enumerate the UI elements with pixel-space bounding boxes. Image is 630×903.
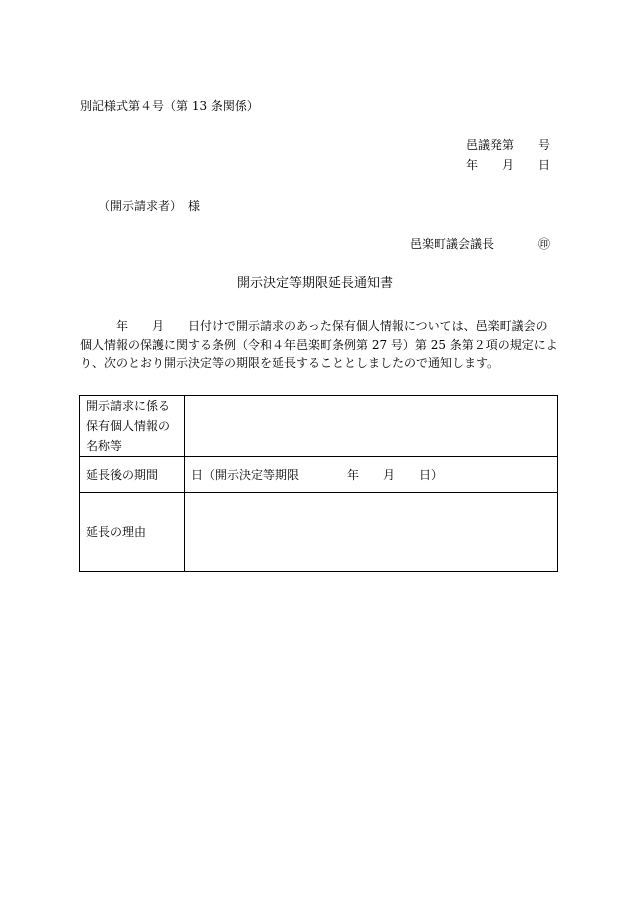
label-info-name: 開示請求に係る保有個人情報の名称等 — [80, 396, 185, 457]
value-extension-reason — [185, 493, 558, 572]
document-date: 年 月 日 — [465, 158, 550, 172]
body-line: 個人情報の保護に関する条例（令和４年邑楽町条例第 27 号）第 25 条第２項の規定によ — [80, 337, 558, 352]
issuer-name: 邑楽町議会議長 — [409, 237, 494, 251]
body-text — [80, 317, 558, 373]
table-row — [80, 457, 558, 493]
table-row — [80, 396, 558, 457]
table-row — [80, 493, 558, 572]
document-number: 邑議発第 号 — [465, 138, 550, 152]
info-table — [79, 395, 558, 572]
form-label: 別記様式第４号（第 13 条関係） — [80, 99, 259, 113]
label-extended-period: 延長後の期間 — [80, 457, 185, 493]
document-title: 開示決定等期限延長通知書 — [236, 276, 393, 291]
value-info-name — [185, 396, 558, 457]
seal-mark: ㊞ — [537, 237, 550, 251]
value-extended-period: 日（開示決定等期限 年 月 日） — [185, 457, 558, 493]
label-extension-reason: 延長の理由 — [80, 493, 185, 572]
body-line: 年 月 日付けで開示請求のあった保有個人情報については、邑楽町議会の — [80, 319, 548, 333]
issuer — [410, 236, 550, 252]
body-line: り、次のとおり開示決定等の期限を延長することとしましたので通知します。 — [80, 356, 500, 370]
addressee: （開示請求者） 様 — [98, 199, 201, 213]
